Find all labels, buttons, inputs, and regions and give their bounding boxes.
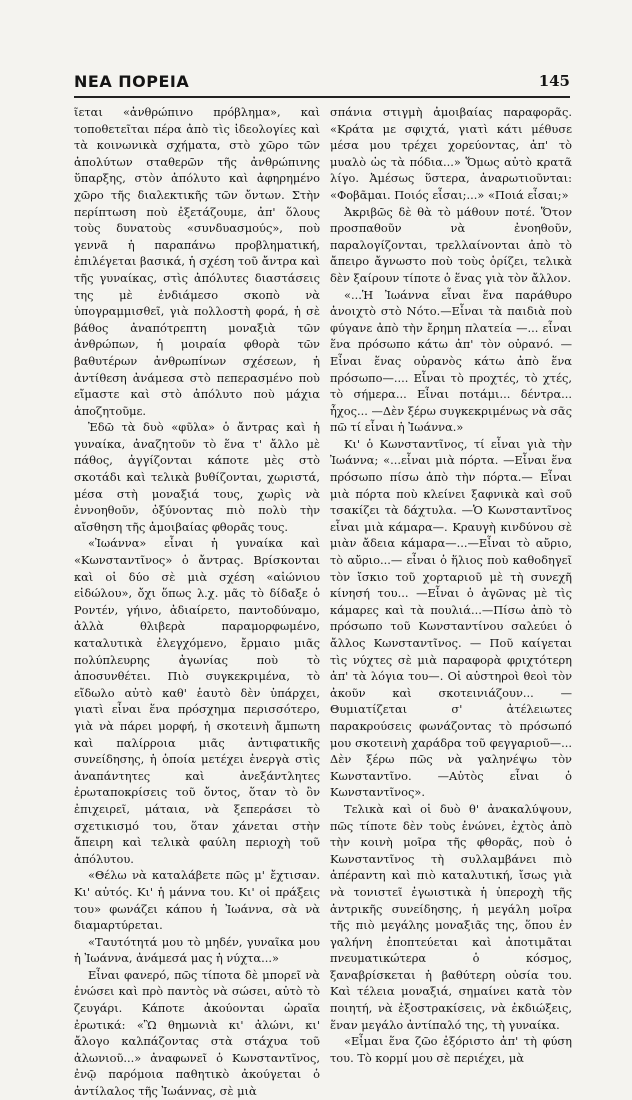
paragraph: σπάνια στιγμὴ ἀμοιβαίας παραφορᾶς. «Κράτα με σφιχτά, γιατὶ κάτι μέθυσε μέσα μου τρέχει χορεύοντας, ἀπ' τὸ μυαλὸ ὡς τὰ πόδια...» Ὅμως αὐτὸ κρατᾶ λίγο. Ἀμέσως ὕστερα, ἀναρωτιοῦνται: «Φοβᾶμαι. Ποιός εἶσαι;...» «Ποιά εἶσαι;» <box>330 105 572 202</box>
paragraph: Τελικὰ καὶ οἱ δυὸ θ' ἀνακαλύψουν, πῶς τίποτε δὲν τοὺς ἑνώνει, ἐχτὸς ἀπὸ τὴν κοινὴ μοῖρα τῆς φθορᾶς, ποὺ ὁ Κωνσταντῖνος τὴ συλλαμβάνει πιὸ ἀπέραντη καὶ πιὸ καταλυτική, ἴσως γιὰ νὰ τονιστεῖ ἐγωιστικὰ ἡ ὑπεροχὴ τῆς ἀντρικῆς συνείδησης, ἡ μεγάλη μοῖρα τῆς πιὸ μεγάλης μοναξιᾶς της, ὅπου ἐν γαλήνη ἐποπτεύεται καὶ ἀποτιμᾶται πνευματικώτερα ὁ κόσμος, ξαναβρίσκεται ἡ βαθύτερη οὐσία του. Καὶ τέλεια μοναξιά, σημαίνει κατὰ τὸν ποιητή, νὰ ἐξοστρακίσεις, νὰ ἐκδιώξεις, ἕναν μεγάλο ἀντίπαλό της, τὴ γυναίκα. <box>330 801 572 1032</box>
paragraph: ῖεται «ἀνθρώπινο πρόβλημα», καὶ τοποθετεῖται πέρα ἀπὸ τὶς ἰδεολογίες καὶ τὰ κοινωνικὰ σχήματα, στὸ χῶρο τῶν ἀπολύτων σταθερῶν τῆς ἀνθρώπινης ὕπαρξης, στὸν ἀπόλυτο καὶ ἀφηρημένο χῶρο τῆς διαλεκτικῆς τῶν ὄντων. Στὴν περίπτωση ποὺ ἐξετάζουμε, ἀπ' ὅλους τοὺς δυνατοὺς «συνδυασμούς», ποὺ γεννᾶ ἡ παραπάνω προβληματική, ἐπιλέγεται βασικά, ἡ σχέση τοῦ ἄντρα καὶ τῆς γυναίκας, στὶς ἀπόλυτες διαστάσεις της μὲ ἐνδιάμεσο σκοπὸ νὰ ὑπογραμμισθεῖ, γιὰ πολλοστὴ φορά, ἡ σὲ βάθος ἀναπότρεπτη μοναξιὰ τῶν ἀνθρώπων, ἡ μοιραία φθορὰ τῶν βαθυτέρων ἀνθρωπίνων σχέσεων, ἡ ἀντίθεση ἀνάμεσα στὸ πεπερασμένο ποὺ εἴμαστε καὶ στὸ ἀπόλυτο ποὺ μάχια ἀποζητοῦμε. <box>74 105 320 418</box>
paragraph: Ἐδῶ τὰ δυὸ «φῦλα» ὁ ἄντρας καὶ ἡ γυναίκα, ἀναζητοῦν τὸ ἕνα τ' ἄλλο μὲ πάθος, ἀγγίζονται κάποτε μὲς στὸ σκοτάδι καὶ τελικὰ βυθίζονται, χωριστά, μέσα στὴ μοναξιά τους, χωρὶς νὰ ἐννοηθοῦν, ὀξύνοντας πιὸ πολὺ τὴν αἴσθηση τῆς ἀμοιβαίας φθορᾶς τους. <box>74 420 320 534</box>
paragraph: Εἶναι φανερό, πῶς τίποτα δὲ μπορεῖ νὰ ἑνώσει καὶ πρὸ παντὸς νὰ σώσει, αὐτὸ τὸ ζευγάρι. Κάποτε ἀκούονται ὡραῖα ἐρωτικά: «Ὢ θημωνιὰ κι' ἀλώνι, κι' ἄλογο καλπάζοντας στὰ στάχυα τοῦ ἀλωνιοῦ...» ἀναφωνεῖ ὁ Κωνσταντῖνος, ἐνῷ παρόμοια παθητικὸ ἀκούγεται ὁ ἀντίλαλος τῆς Ἰωάννας, σὲ μιὰ <box>74 967 320 1099</box>
paragraph: «...Ἡ Ἰωάννα εἶναι ἕνα παράθυρο ἀνοιχτὸ στὸ Νότο.—Εἶναι τὰ παιδιὰ ποὺ φύγανε ἀπὸ τὴν ἔρημη πλατεία —... εἶναι ἕνα πρόσωπο κάτω ἀπ' τὸν οὐρανό. —Εἶναι ἕνας οὐρανὸς κάτω ἀπὸ ἕνα πρόσωπο—.... Εἶναι τὸ προχτές, τὸ χτές, τὸ σήμερα... Εἶναι ποτάμι... δέντρα... ἦχος... —Δὲν ξέρω συγκεκριμένως νὰ σᾶς πῶ τί εἶναι ἡ Ἰωάννα.» <box>330 287 572 435</box>
paragraph: «Εἶμαι ἕνα ζῶο ἐξόριστο ἀπ' τὴ φύση του. Τὸ κορμί μου σὲ περιέχει, μὰ <box>330 1034 572 1065</box>
paragraph: «Ἰωάννα» εἶναι ἡ γυναίκα καὶ «Κωνσταντῖνος» ὁ ἄντρας. Βρίσκονται καὶ οἱ δύο σὲ μιὰ σχέση «αἰώνιου εἰδώλου», ὄχι ὅπως λ.χ. μᾶς τὸ δίδαξε ὁ Ροντέν, γήινο, ἀδιαίρετο, παντοδύναμο, ἀλλὰ θλιβερὰ παραμορφωμένο, καταλυτικὰ ἐλεγχόμενο, ἔρμαιο μιᾶς πολύπλευρης ἀγωνίας ποὺ τὸ ἀποσυνθέτει. Πιὸ συγκεκριμένα, τὸ εἴδωλο αὐτὸ καθ' ἑαυτὸ δὲν ὑπάρχει, γιατὶ εἶναι ἕνα πρόσχημα περισσότερο, γιὰ νὰ πάρει μορφή, ἡ σκοτεινὴ ἄμπωτη καὶ παλίρροια μιᾶς ἀντιφατικῆς συνείδησης, ἡ ὁποία μετέχει ἐνεργὰ στὶς ἀναπάντητες καὶ ἀνεξάντλητες ἐρωταποκρίσεις τοῦ ὄντος, ὅταν τὸ ὂν ἐπιχειρεῖ, μάταια, νὰ ξεπεράσει τὸ σχετικισμό του, ὅταν χάνεται στὴν ἄπειρη καὶ τελικὰ φαύλη περιοχὴ τοῦ ἀπόλυτου. <box>74 536 320 866</box>
journal-title: ΝΕΑ ΠΟΡΕΙΑ <box>74 72 190 91</box>
paragraph: Ἀκριβῶς δὲ θὰ τὸ μάθουν ποτέ. Ὅτον προσπαθοῦν νὰ ἐνοηθοῦν, παραλογίζονται, τρελλαίνονται ἀπὸ τὸ ἄπειρο ἄγνωστο ποὺ τοὺς ὁρίζει, τελικὰ δὲν ξαίρουν τίποτε ὁ ἕνας γιὰ τὸν ἄλλον. <box>330 204 572 285</box>
paragraph: «Θέλω νὰ καταλάβετε πῶς μ' ἔχτισαν. Κι' αὐτός. Κι' ἡ μάννα του. Κι' οἱ πράξεις του» φωνάζει κάπου ἡ Ἰωάννα, σὰ νὰ διαμαρτύρεται. <box>74 868 320 933</box>
right-column <box>330 104 572 1066</box>
paragraph: «Ταυτότητά μου τὸ μηδέν, γυναῖκα μου ἡ Ἰωάννα, ἀνάμεσά μας ἡ νύχτα...» <box>74 934 320 966</box>
left-column <box>74 104 320 1100</box>
page-number: 145 <box>538 72 570 90</box>
header-rule <box>74 96 570 98</box>
paragraph: Κι' ὁ Κωνσταντῖνος, τί εἶναι γιὰ τὴν Ἰωάννα; «...εἶναι μιὰ πόρτα. —Εἶναι ἕνα πρόσωπο πίσω ἀπὸ τὴν πόρτα.— Εἶναι μιὰ πόρτα ποὺ κλείνει ξαφνικὰ καὶ σοῦ τσακίζει τὰ δάχτυλα. —Ὁ Κωνσταντῖνος εἶναι μιὰ κάμαρα—. Κραυγὴ κινδύνου σὲ μιὰν ἄδεια κάμαρα—...—Εἶναι τὸ αὔριο, τὸ αὔριο...— εἶναι ὁ ἥλιος ποὺ καθοδηγεῖ τὸν ἴσκιο τοῦ χορταριοῦ μὲ τὴ συνεχῆ κίνησή του... —Εἶναι ὁ ἀγῶνας μὲ τὶς κάμαρες καὶ τὰ πουλιά...—Πίσω ἀπὸ τὸ πρόσωπο τοῦ Κωνσταντίνου σαλεύει ὁ ἄλλος Κωνσταντῖνος. — Ποῦ καίγεται τὶς νύχτες σὲ μιὰ παραφορὰ φριχτότερη ἀπ' τὰ λόγια του—. Οἱ αὐστηροὶ θεοὶ τὸν ἀκοῦν καὶ σκοτεινιάζουν... — Θυμιατίζεται σ' ἀτέλειωτες παρακρούσεις φωνάζοντας τὸ πρόσωπό μου σκοτεινὴ χαράδρα τοῦ φεγγαριοῦ—... Δὲν ξέρω πῶς νὰ γαληνέψω τὸν Κωνσταντῖνο. —Αὐτὸς εἶναι ὁ Κωνσταντῖνος». <box>330 436 572 800</box>
page-header <box>74 72 570 96</box>
